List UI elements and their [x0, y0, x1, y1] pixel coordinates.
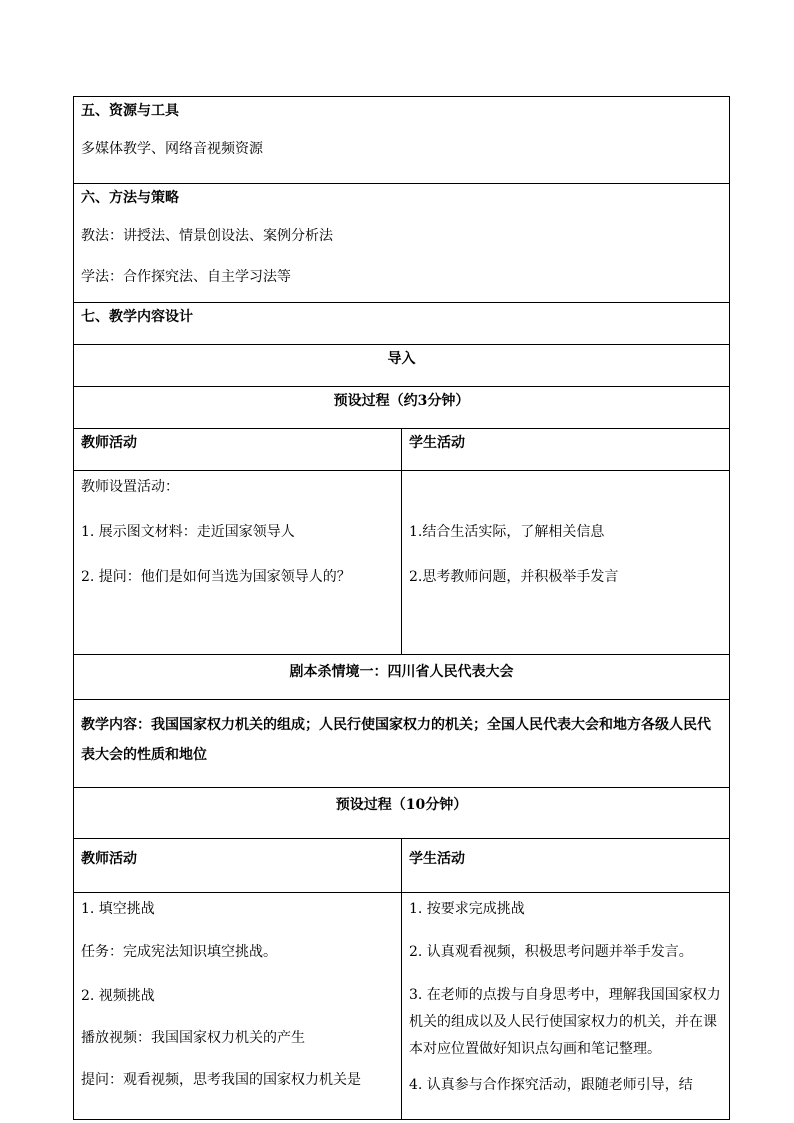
lesson-plan-table — [73, 96, 730, 1120]
section7-row — [74, 303, 730, 345]
scene1-activity-row — [74, 893, 730, 1120]
intro-teacher-line: 2. 提问：他们是如何当选为国家领导人的？ — [81, 569, 351, 585]
intro-process: 预设过程（约3分钟） — [333, 393, 470, 409]
intro-student-header: 学生活动 — [409, 435, 465, 451]
intro-teacher-line: 教师设置活动： — [81, 479, 179, 495]
scene1-title: 剧本杀情境一：四川省人民代表大会 — [289, 664, 514, 680]
scene1-process-row — [74, 788, 730, 839]
section5-content: 多媒体教学、网络音视频资源 — [81, 141, 263, 157]
intro-student-line: 2.思考教师问题，并积极举手发言 — [409, 569, 619, 585]
scene1-title-row — [74, 655, 730, 700]
scene1-student-line: 2. 认真观看视频，积极思考问题并举手发言。 — [409, 944, 693, 960]
intro-teacher-line: 1. 展示图文材料：走近国家领导人 — [81, 524, 295, 540]
intro-header-row — [74, 429, 730, 471]
section6-heading: 六、方法与策略 — [81, 190, 179, 206]
scene1-student-line: 3. 在老师的点拨与自身思考中，理解我国国家权力机关的组成以及人民行使国家权力的机关，并在课本对应位置做好知识点勾画和笔记整理。 — [409, 987, 721, 1057]
section5-heading: 五、资源与工具 — [81, 103, 179, 119]
section7-heading: 七、教学内容设计 — [81, 309, 193, 325]
intro-teacher-header: 教师活动 — [81, 435, 137, 451]
scene1-teacher-line: 1. 填空挑战 — [81, 901, 155, 917]
teach-method: 教法：讲授法、情景创设法、案例分析法 — [81, 228, 333, 244]
scene1-teacher-header: 教师活动 — [81, 851, 137, 867]
intro-title: 导入 — [387, 351, 416, 367]
intro-student-line: 1.结合生活实际，了解相关信息 — [409, 524, 605, 540]
scene1-content: 教学内容：我国国家权力机关的组成；人民行使国家权力的机关；全国人民代表大会和地方各级人民代表大会的性质和地位 — [81, 717, 711, 763]
section5-row — [74, 97, 730, 184]
scene1-content-row — [74, 700, 730, 788]
scene1-student-header: 学生活动 — [409, 851, 465, 867]
learn-method: 学法：合作探究法、自主学习法等 — [81, 269, 291, 285]
scene1-student-line: 1. 按要求完成挑战 — [409, 901, 525, 917]
intro-title-row — [74, 345, 730, 387]
scene1-header-row — [74, 839, 730, 893]
scene1-process: 预设过程（10分钟） — [335, 797, 468, 813]
section6-row — [74, 184, 730, 303]
scene1-teacher-line: 任务：完成宪法知识填空挑战。 — [81, 944, 277, 960]
scene1-student-line: 4. 认真参与合作探究活动，跟随老师引导，结 — [409, 1077, 693, 1093]
scene1-teacher-line: 播放视频：我国国家权力机关的产生 — [81, 1030, 305, 1046]
intro-process-row — [74, 387, 730, 429]
scene1-teacher-line: 提问：观看视频，思考我国的国家权力机关是 — [81, 1072, 361, 1088]
intro-activity-row — [74, 471, 730, 655]
scene1-teacher-line: 2. 视频挑战 — [81, 988, 155, 1004]
